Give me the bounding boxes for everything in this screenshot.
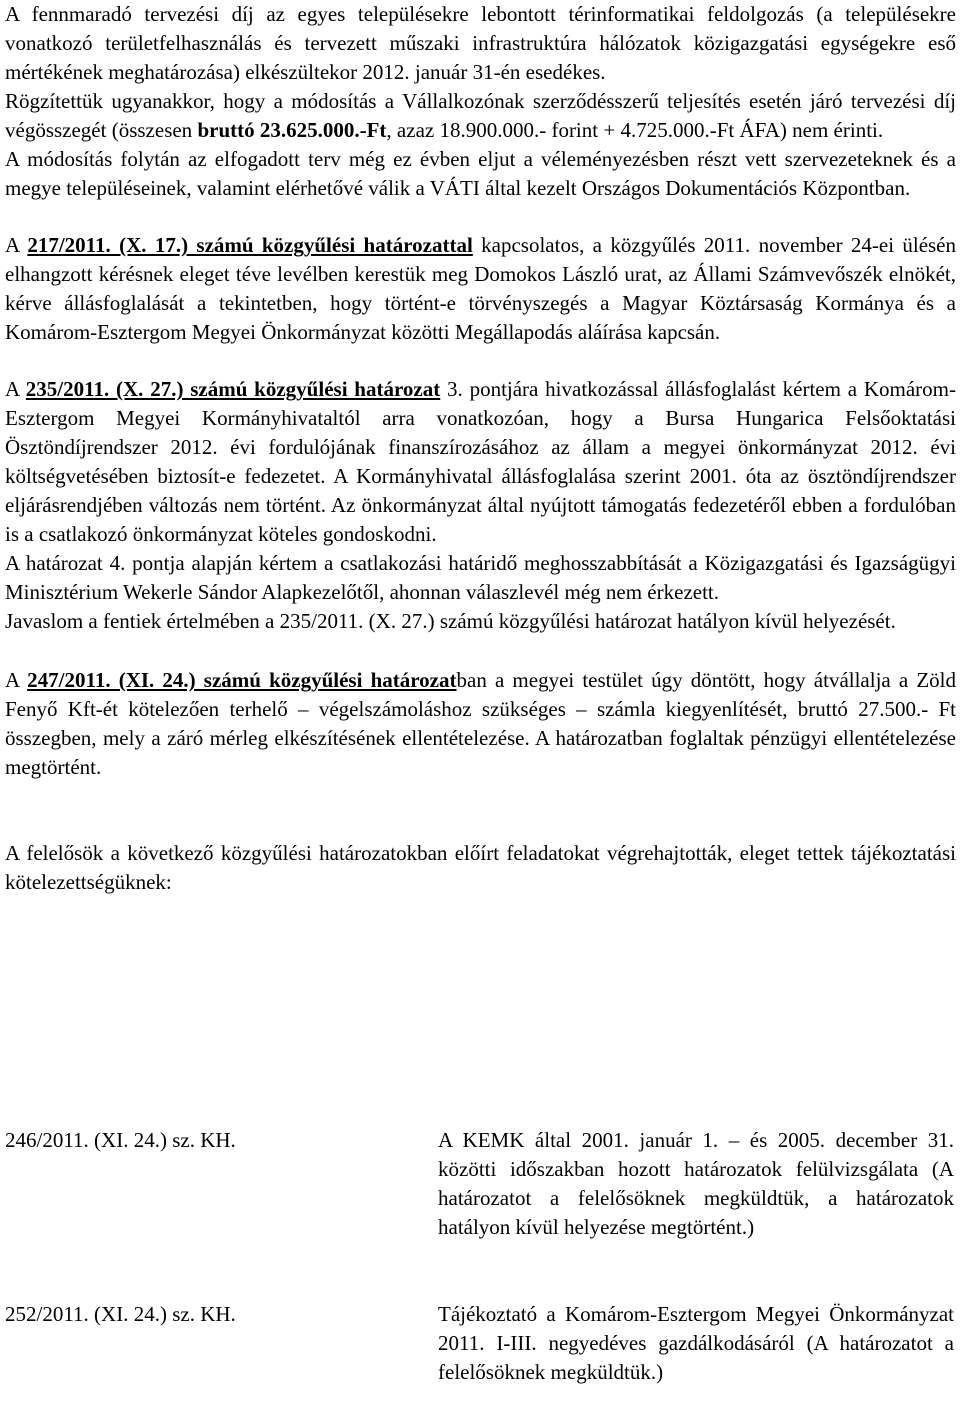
decision-247-reference: 247/2011. (XI. 24.) számú közgyűlési határozat — [27, 668, 457, 692]
paragraph-fee-due: A fennmaradó tervezési díj az egyes településekre lebontott térinformatikai feldolgozás (a településekre vonatkozó területfelhasználás és tervezett műszaki infrastruktúra hálózatok közigazgatási egységekre eső mértékének meghatározása) elkészültekor 2012. január 31-én esedékes. — [5, 2, 956, 84]
paragraph-responsibles: A felelősök a következő közgyűlési határozatokban előírt feladatokat végrehajtották, eleget tettek tájékoztatási kötelezettségüknek: — [5, 841, 956, 894]
paragraph-decision-235: A 235/2011. (X. 27.) számú közgyűlési határozat 3. pontjára hivatkozással állásfoglalást kértem a Komárom-Esztergom Megyei Kormányhivataltól arra vonatkozóan, hogy a Bursa Hungarica Felsőoktatási Ösztöndíjrendszer 2012. évi fordulójának finanszírozásához az állam a megyei önkormányzat 2012. évi költségvetésében biztosít-e fedezetet. A Kormányhivatal állásfoglalása szerint 2001. óta az ösztöndíjrendszer eljárásrendjében változás nem történt. Az önkormányzat által nyújtott támogatás fedezetéről ebben a fordulóban is a csatlakozó önkormányzat köteles gondoskodni. — [5, 377, 956, 546]
document-page — [5, 0, 956, 897]
list-item — [5, 1300, 956, 1387]
decision-code: 246/2011. (XI. 24.) sz. KH. — [5, 1128, 236, 1152]
paragraph-vati-center: A módosítás folytán az elfogadott terv még ez évben eljut a véleményezésben részt vett szervezeteknek és a megye településeinek, valamint elérhetővé válik a VÁTI által kezelt Országos Dokumentációs Központban. — [5, 147, 956, 200]
decision-list-2 — [5, 1300, 956, 1387]
paragraph-deadline-extension: A határozat 4. pontja alapján kértem a csatlakozási határidő meghosszabbítását a Közigazgatási és Igazságügyi Minisztérium Wekerle Sándor Alapkezelőtől, ahonnan válaszlevél még nem érkezett. — [5, 551, 956, 604]
list-item — [5, 1126, 956, 1242]
decision-description: A KEMK által 2001. január 1. – és 2005. december 31. közötti időszakban hozott határozatok felülvizsgálata (A határozatot a felelősöknek megküldtük, a határozatok hatályon kívül helyezése megtörtént.) — [438, 1128, 954, 1239]
decision-235-reference: 235/2011. (X. 27.) számú közgyűlési határozat — [25, 377, 441, 401]
decision-list — [5, 1126, 956, 1242]
paragraph-decision-247: A 247/2011. (XI. 24.) számú közgyűlési határozatban a megyei testület úgy döntött, hogy átvállalja a Zöld Fenyő Kft-ét kötelezően terhelő – végelszámoláshoz szükséges – számla kiegyenlítését, bruttó 27.500.- Ft összegben, mely a záró mérleg elkészítésének ellentételezése. A határozatban foglaltak pénzügyi ellentételezése megtörtént. — [5, 668, 956, 779]
gross-amount: bruttó 23.625.000.-Ft — [197, 118, 387, 142]
decision-217-reference: 217/2011. (X. 17.) számú közgyűlési határozattal — [27, 233, 473, 257]
paragraph-fee-total: Rögzítettük ugyanakkor, hogy a módosítás a Vállalkozónak szerződésszerű teljesítés esetén járó tervezési díj végösszegét (összesen bruttó 23.625.000.-Ft, azaz 18.900.000.- forint + 4.725.000.-Ft ÁFA) nem érinti. — [5, 89, 956, 142]
decision-description: Tájékoztató a Komárom-Esztergom Megyei Önkormányzat 2011. I-III. negyedéves gazdálkodásáról (A határozatot a felelősöknek megküldtük.) — [438, 1302, 954, 1384]
paragraph-decision-217: A 217/2011. (X. 17.) számú közgyűlési határozattal kapcsolatos, a közgyűlés 2011. november 24-ei ülésén elhangzott kérésnek eleget téve levélben kerestük meg Domokos László urat, az Állami Számvevőszék elnökét, kérve állásfoglalását a tekintetben, hogy történt-e törvényszegés a Magyar Köztársaság Kormánya és a Komárom-Esztergom Megyei Önkormányzat közötti Megállapodás aláírása kapcsán. — [5, 233, 957, 344]
decision-code: 252/2011. (XI. 24.) sz. KH. — [5, 1302, 236, 1326]
paragraph-proposal: Javaslom a fentiek értelmében a 235/2011. (X. 27.) számú közgyűlési határozat hatályon kívül helyezését. — [5, 609, 896, 633]
